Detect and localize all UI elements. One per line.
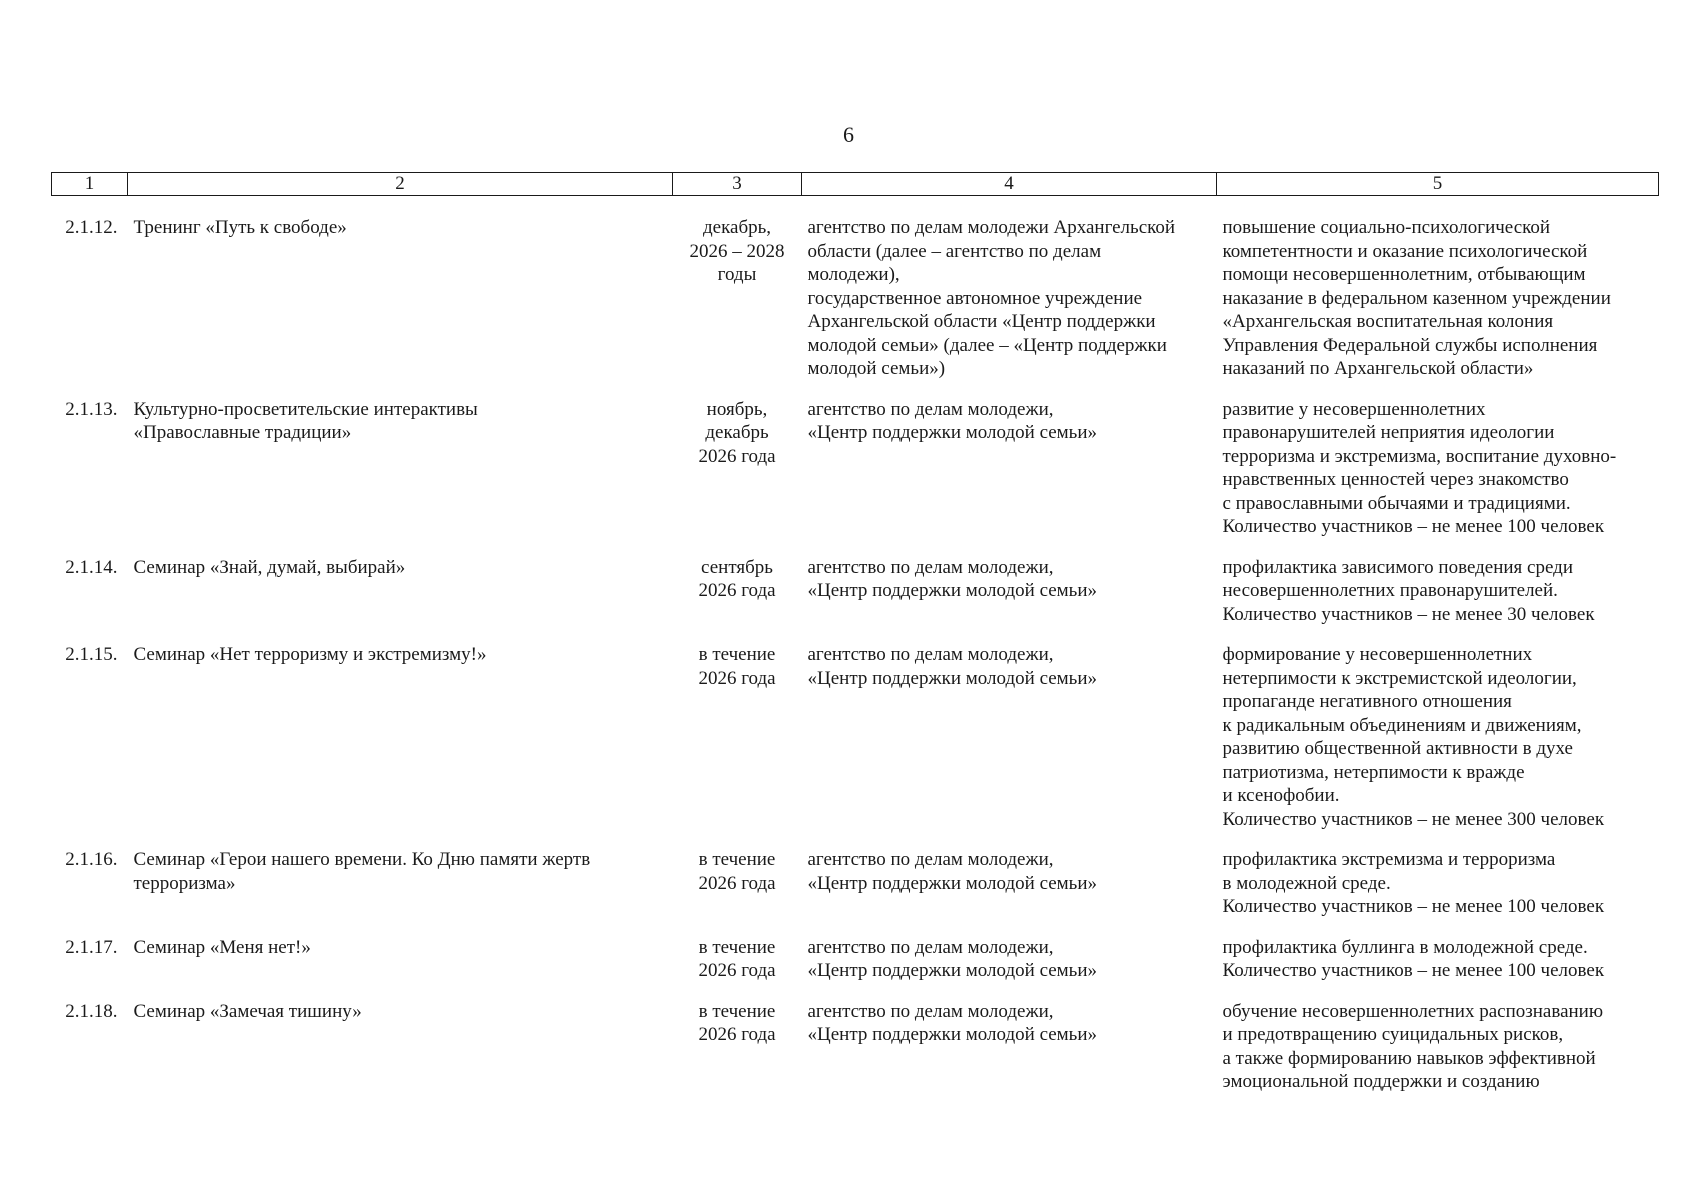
result-line: формирование у несовершеннолетних <box>1222 644 1533 665</box>
period-line: декабрь, <box>702 217 772 238</box>
result-line: помощи несовершеннолетним, отбывающим <box>1222 264 1586 285</box>
result-line: Количество участников – не менее 30 человек <box>1222 603 1595 625</box>
event-name-line: Семинар «Герои нашего времени. Ко Дню памяти жертв <box>133 849 591 870</box>
result-line: нравственных ценностей через знакомство <box>1222 469 1569 490</box>
event-name-cell <box>128 1000 673 1094</box>
period-line: 2026 года <box>698 1024 776 1045</box>
result-cell <box>1217 643 1659 848</box>
table-row <box>52 556 1659 644</box>
result-line: с православными обычаями и традициями. <box>1222 492 1571 514</box>
executor-line: молодежи), <box>807 264 900 285</box>
event-name-line: Тренинг «Путь к свободе» <box>133 217 347 238</box>
column-header-executor: 4 <box>802 173 1217 196</box>
result-line: «Архангельская воспитательная колония <box>1222 311 1554 332</box>
row-number-cell: 2.1.12. <box>65 217 118 238</box>
row-number-cell: 2.1.16. <box>65 849 118 870</box>
executor-line: агентство по делам молодежи, <box>807 644 1054 665</box>
event-name-line: Семинар «Замечая тишину» <box>133 1000 362 1022</box>
result-cell <box>1217 556 1659 644</box>
result-line: профилактика экстремизма и терроризма <box>1222 849 1556 870</box>
result-line: компетентности и оказание психологической <box>1222 240 1588 262</box>
table-body <box>52 196 1659 1094</box>
event-name-line: «Православные традиции» <box>133 422 352 443</box>
column-header-result: 5 <box>1217 173 1659 196</box>
period-line: в течение <box>698 644 776 665</box>
event-name-line: Семинар «Нет терроризму и экстремизму!» <box>133 644 487 665</box>
executor-line: «Центр поддержки молодой семьи» <box>807 580 1098 601</box>
result-cell <box>1217 936 1659 1000</box>
event-name-cell <box>128 936 673 1000</box>
executor-cell <box>802 398 1217 556</box>
executor-cell <box>802 556 1217 644</box>
executor-line: молодой семьи») <box>807 358 946 379</box>
page-number: 6 <box>843 122 854 147</box>
table-row <box>52 1000 1659 1094</box>
result-line: развитию общественной активности в духе <box>1222 738 1573 759</box>
executor-line: агентство по делам молодежи, <box>807 556 1054 578</box>
row-number-cell: 2.1.18. <box>65 1000 118 1022</box>
executor-cell <box>802 936 1217 1000</box>
result-line: патриотизма, нетерпимости к вражде <box>1222 761 1525 783</box>
result-line: Количество участников – не менее 100 человек <box>1222 896 1605 917</box>
column-header-period: 3 <box>673 173 802 196</box>
column-header-number: 1 <box>52 173 128 196</box>
event-name-line: Культурно-просветительские интерактивы <box>133 398 478 420</box>
event-name-line: терроризма» <box>133 872 236 894</box>
row-number-cell: 2.1.13. <box>65 398 118 420</box>
executor-line: агентство по делам молодежи, <box>807 1000 1054 1022</box>
executor-line: «Центр поддержки молодой семьи» <box>807 1024 1098 1045</box>
event-name-line: Семинар «Знай, думай, выбирай» <box>133 556 406 578</box>
executor-cell <box>802 848 1217 936</box>
executor-cell <box>802 1000 1217 1094</box>
result-line: нетерпимости к экстремистской идеологии, <box>1222 667 1577 689</box>
executor-line: «Центр поддержки молодой семьи» <box>807 872 1098 894</box>
executor-line: агентство по делам молодежи Архангельской <box>807 217 1176 238</box>
executor-line: «Центр поддержки молодой семьи» <box>807 960 1098 981</box>
event-name-cell <box>128 643 673 848</box>
period-line: сентябрь <box>701 556 773 578</box>
result-line: и ксенофобии. <box>1222 785 1340 806</box>
period-line: 2026 года <box>698 667 776 689</box>
period-line: 2026 года <box>698 580 776 601</box>
executor-line: молодой семьи» (далее – «Центр поддержки <box>807 334 1167 356</box>
table-row <box>52 936 1659 1000</box>
table-row <box>52 398 1659 556</box>
result-line: пропаганде негативного отношения <box>1222 691 1512 712</box>
table-row <box>52 196 1659 398</box>
period-line: 2026 года <box>698 872 776 894</box>
result-cell <box>1217 196 1659 398</box>
event-name-cell <box>128 556 673 644</box>
result-line: Количество участников – не менее 300 человек <box>1222 808 1605 830</box>
row-number-cell: 2.1.17. <box>65 936 118 958</box>
period-cell <box>673 936 802 1000</box>
column-header-name: 2 <box>128 173 673 196</box>
period-line: 2026 – 2028 <box>689 240 785 262</box>
event-name-line: Семинар «Меня нет!» <box>133 936 311 958</box>
result-line: профилактика зависимого поведения среди <box>1222 556 1573 578</box>
result-cell <box>1217 398 1659 556</box>
result-line: несовершеннолетних правонарушителей. <box>1222 580 1558 601</box>
period-line: в течение <box>698 849 776 870</box>
period-line: ноябрь, <box>706 398 768 420</box>
result-line: к радикальным объединениям и движениям, <box>1222 714 1582 736</box>
event-name-cell <box>128 398 673 556</box>
executor-line: агентство по делам молодежи, <box>807 398 1054 420</box>
event-name-cell <box>128 196 673 398</box>
result-line: наказаний по Архангельской области» <box>1222 358 1534 379</box>
result-line: повышение социально-психологической <box>1222 217 1551 238</box>
period-line: декабрь <box>705 422 769 443</box>
executor-line: «Центр поддержки молодой семьи» <box>807 667 1098 689</box>
period-line: годы <box>717 264 757 285</box>
executor-cell <box>802 196 1217 398</box>
executor-line: Архангельской области «Центр поддержки <box>807 311 1156 332</box>
row-number-cell: 2.1.14. <box>65 556 118 578</box>
result-line: Количество участников – не менее 100 человек <box>1222 960 1605 981</box>
period-line: в течение <box>698 936 776 958</box>
executor-line: агентство по делам молодежи, <box>807 936 1054 958</box>
result-line: Количество участников – не менее 100 человек <box>1222 516 1605 537</box>
result-line: эмоциональной поддержки и созданию <box>1222 1071 1540 1092</box>
period-cell <box>673 848 802 936</box>
result-line: и предотвращению суицидальных рисков, <box>1222 1024 1564 1045</box>
result-line: а также формированию навыков эффективной <box>1222 1047 1596 1069</box>
period-line: 2026 года <box>698 445 776 467</box>
table-row <box>52 848 1659 936</box>
result-line: Управления Федеральной службы исполнения <box>1222 334 1598 356</box>
table-row <box>52 643 1659 848</box>
result-line: обучение несовершеннолетних распознаванию <box>1222 1000 1604 1022</box>
executor-line: «Центр поддержки молодой семьи» <box>807 422 1098 443</box>
executor-line: агентство по делам молодежи, <box>807 849 1054 870</box>
period-cell <box>673 643 802 848</box>
measures-table <box>51 172 1659 1094</box>
period-cell <box>673 398 802 556</box>
executor-cell <box>802 643 1217 848</box>
table-header-row <box>52 173 1659 196</box>
result-line: развитие у несовершеннолетних <box>1222 398 1486 420</box>
result-line: правонарушителей неприятия идеологии <box>1222 422 1555 443</box>
result-cell <box>1217 848 1659 936</box>
period-line: 2026 года <box>698 960 776 981</box>
result-line: наказание в федеральном казенном учреждении <box>1222 287 1611 309</box>
executor-line: области (далее – агентство по делам <box>807 240 1102 262</box>
result-line: профилактика буллинга в молодежной среде. <box>1222 936 1588 958</box>
result-cell <box>1217 1000 1659 1094</box>
row-number-cell: 2.1.15. <box>65 644 118 665</box>
period-cell <box>673 196 802 398</box>
period-cell <box>673 1000 802 1094</box>
result-line: в молодежной среде. <box>1222 872 1391 894</box>
period-cell <box>673 556 802 644</box>
event-name-cell <box>128 848 673 936</box>
result-line: терроризма и экстремизма, воспитание духовно- <box>1222 445 1617 467</box>
period-line: в течение <box>698 1000 776 1022</box>
executor-line: государственное автономное учреждение <box>807 287 1143 309</box>
